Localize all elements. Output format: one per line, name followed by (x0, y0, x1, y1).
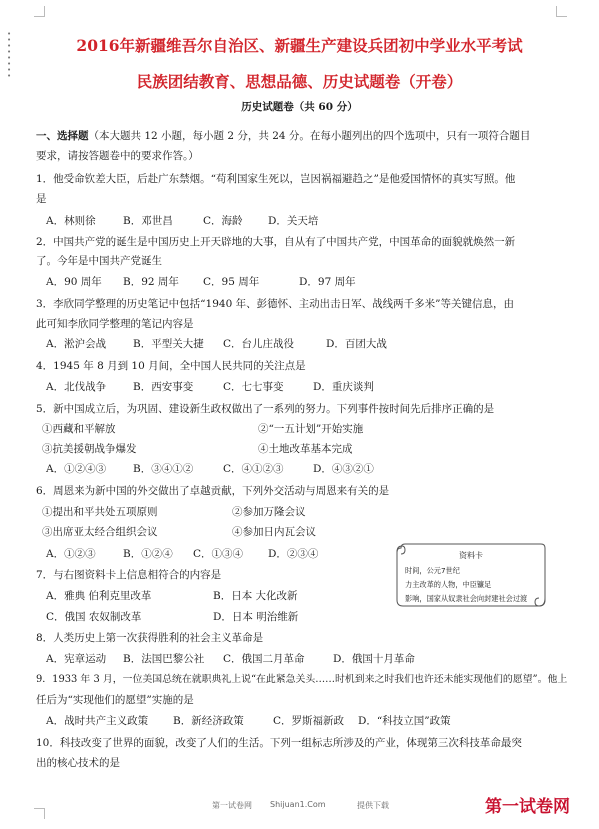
option-d: D．日本 明治维新 (213, 611, 299, 623)
exam-title-line-1: 2016年新疆维吾尔自治区、新疆生产建设兵团初中学业水平考试 (76, 36, 523, 55)
option-b: B．平型关大捷 (133, 338, 204, 350)
question-1-stem-cont: 是 (36, 193, 47, 205)
exam-title-line-2: 民族团结教育、思想品德、历史试题卷（开卷） (136, 72, 463, 91)
option-b: B．邓世昌 (123, 215, 173, 227)
option-a: A．战时共产主义政策 (46, 715, 149, 727)
option-a: A．雅典 伯利克里改革 (46, 590, 152, 602)
option-d: D．关天培 (268, 215, 319, 227)
option-c: C．海龄 (203, 215, 243, 227)
crop-mark-bottom-left (34, 808, 45, 819)
item-3: ③抗美援朝战争爆发 (42, 443, 137, 455)
item-4: ④参加日内瓦会议 (232, 526, 316, 538)
option-d: D．百团大战 (326, 338, 387, 350)
option-a: A．宪章运动 (46, 653, 107, 665)
question-2-stem-cont: 了。今年是中国共产党诞生 (36, 255, 162, 267)
option-c: C．罗斯福新政 (273, 715, 345, 727)
option-c: C．俄国二月革命 (223, 653, 305, 665)
question-9-stem-cont: 任后为“实现他们的愿望”实施的是 (36, 694, 194, 706)
item-1: ①西藏和平解放 (42, 423, 116, 435)
option-b: B．新经济政策 (173, 715, 244, 727)
binding-dots-icon: • • • • • • • • (7, 30, 12, 80)
info-card-line-impact: 影响，国家从奴隶社会向封建社会过渡 (405, 594, 528, 603)
option-d: D．俄国十月革命 (333, 653, 415, 665)
option-c: C．七七事变 (223, 381, 284, 393)
option-b: B．92 周年 (123, 276, 179, 288)
info-card (395, 542, 547, 610)
option-c: C．台儿庄战役 (223, 338, 295, 350)
option-a: A．90 周年 (46, 276, 102, 288)
paper-subtitle: 历史试题卷（共 60 分） (241, 101, 358, 113)
question-7-stem: 7．与右图资料卡上信息相符合的内容是 (36, 569, 222, 581)
option-d: D．重庆谈判 (313, 381, 374, 393)
item-2: ②“一五计划”开始实施 (258, 423, 364, 435)
option-a: A．林则徐 (46, 215, 96, 227)
option-a: A．①②④③ (46, 463, 107, 475)
option-d: D．97 周年 (299, 276, 356, 288)
option-c: C．95 周年 (203, 276, 260, 288)
question-3-stem: 3．李欣同学整理的历史笔记中包括“1940 年、彭德怀、主动出击日军、战线两千多米”等关键信息，由 (36, 298, 514, 310)
option-b: B．③④①② (133, 463, 194, 475)
option-c: C．俄国 农奴制改革 (46, 611, 142, 623)
footer-site-domain: Shijuan1.Com (270, 800, 326, 809)
option-c: C．①③④ (193, 548, 244, 560)
item-2: ②参加万隆会议 (232, 506, 306, 518)
question-6-stem: 6．周恩来为新中国的外交做出了卓越贡献，下列外交活动与周恩来有关的是 (36, 485, 390, 497)
question-1-stem: 1．他受命钦差大臣，后赴广东禁烟。“苟利国家生死以，岂因祸福避趋之”是他爱国情怀的真实写照。他 (36, 173, 516, 185)
option-d: D．④③②① (313, 463, 374, 475)
crop-mark-top-left (34, 6, 45, 17)
option-b: B．西安事变 (133, 381, 194, 393)
question-10-stem: 10．科技改变了世界的面貌，改变了人们的生活。下列一组标志所涉及的产业，体现第三次科技革命最突 (36, 737, 522, 749)
info-card-line-person: 力主改革的人物，中臣镰足 (405, 580, 492, 589)
section-instruction (36, 129, 566, 143)
question-10-stem-cont: 出的核心技术的是 (36, 757, 120, 769)
option-b: B．①②④ (123, 548, 173, 560)
option-a: A．淞沪会战 (46, 338, 107, 350)
footer-download-note: 提供下载 (357, 801, 389, 810)
option-d: D．②③④ (268, 548, 319, 560)
info-card-line-time: 时间，公元7世纪 (405, 566, 460, 575)
option-c: C．④①②③ (223, 463, 284, 475)
section-instruction-line-1: （本大题共 12 小题，每小题 2 分，共 24 分。在每小题列出的四个选项中，只有一项符合题目 (88, 130, 531, 142)
option-b: B．日本 大化改新 (213, 590, 298, 602)
option-b: B．法国巴黎公社 (123, 653, 205, 665)
option-d: D．“科技立国”政策 (358, 715, 451, 727)
section-heading: 一、选择题 (36, 130, 89, 142)
question-5-stem: 5．新中国成立后，为巩固、建设新生政权做出了一系列的努力。下列事件按时间先后排序正确的是 (36, 403, 495, 415)
question-8-stem: 8．人类历史上第一次获得胜利的社会主义革命是 (36, 632, 264, 644)
section-instruction-line-2: 要求，请按答题卷中的要求作答。） (36, 150, 199, 162)
item-1: ①提出和平共处五项原则 (42, 506, 158, 518)
question-4-stem: 4．1945 年 8 月到 10 月间，全中国人民共同的关注点是 (36, 360, 306, 372)
info-card-title: 资料卡 (459, 551, 483, 560)
question-9-stem: 9．1933 年 3 月，一位美国总统在就职典礼上说“在此紧急关头……时机到来之时我们也许还未能实现他们的愿望”。他上 (36, 674, 568, 685)
item-4: ④土地改革基本完成 (258, 443, 353, 455)
brand-logo-text: 第一试卷网 (485, 797, 570, 817)
option-a: A．①②③ (46, 548, 96, 560)
item-3: ③出席亚太经合组织会议 (42, 526, 158, 538)
question-2-stem: 2．中国共产党的诞生是中国历史上开天辟地的大事，自从有了中国共产党，中国革命的面貌就焕然一新 (36, 236, 516, 248)
footer-site-name: 第一试卷网 (212, 801, 252, 810)
crop-mark-top-right (556, 6, 567, 17)
question-3-stem-cont: 此可知李欣同学整理的笔记内容是 (36, 318, 194, 330)
option-a: A．北伐战争 (46, 381, 107, 393)
